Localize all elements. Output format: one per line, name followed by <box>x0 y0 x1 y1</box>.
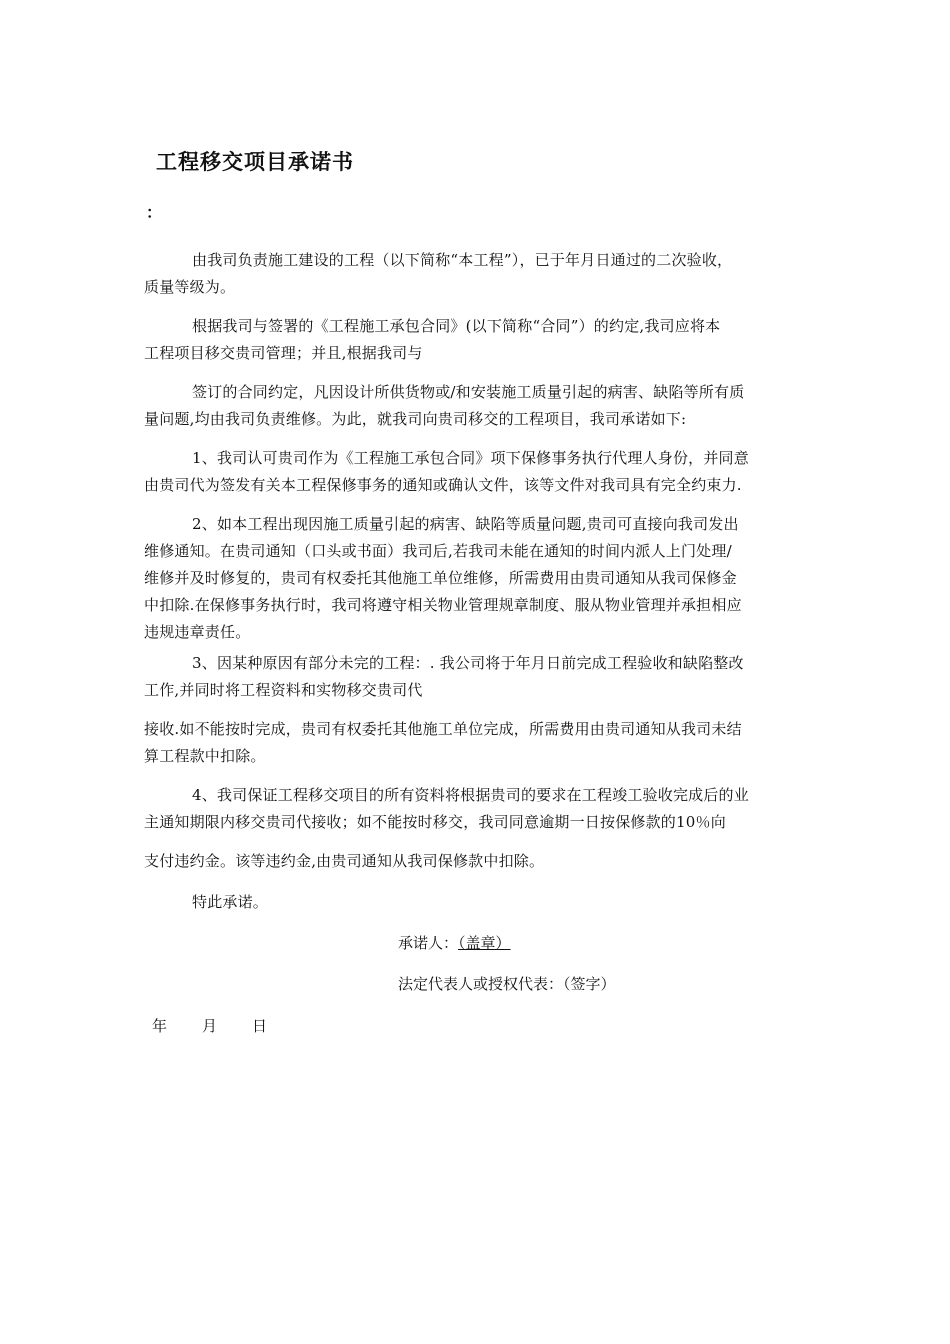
paragraph-closing <box>144 889 816 916</box>
representative-label: 法定代表人或授权代表： <box>398 975 564 993</box>
paragraph-line: 支付违约金。该等违约金,由贵司通知从我司保修款中扣除。 <box>144 852 545 870</box>
paragraph-commitment-3 <box>144 650 816 704</box>
paragraph-line: 量问题,均由我司负责维修。为此，就我司向贵司移交的工程项目，我司承诺如下: <box>144 410 687 428</box>
paragraph-commitment-1 <box>144 445 816 499</box>
paragraph-line: 特此承诺。 <box>192 893 269 911</box>
date-month: 月 <box>202 1017 218 1035</box>
representative-sign: （签字） <box>563 975 616 993</box>
document-title: 工程移交项目承诺书 <box>156 150 354 174</box>
paragraph-line: 工程项目移交贵司管理；并且,根据我司与 <box>144 344 423 362</box>
paragraph-line: 工作,并同时将工程资料和实物移交贵司代 <box>144 681 423 699</box>
addressee-colon: ： <box>146 203 163 222</box>
paragraph-commitment-2 <box>144 511 816 646</box>
paragraph-commitment-4-cont <box>144 848 816 875</box>
date-line <box>152 1015 267 1036</box>
paragraph-line: 维修并及时修复的，贵司有权委托其他施工单位维修，所需费用由贵司通知从我司保修金 <box>144 569 737 587</box>
paragraph-line: 签订的合同约定，凡因设计所供货物或/和安装施工质量引起的病害、缺陷等所有质 <box>192 383 745 401</box>
paragraph-line: 接收.如不能按时完成，贵司有权委托其他施工单位完成，所需费用由贵司通知从我司未结 <box>144 720 742 738</box>
paragraph-commitment-3-cont <box>144 716 816 770</box>
paragraph-line: 4、我司保证工程移交项目的所有资料将根据贵司的要求在工程竣工验收完成后的业 <box>192 786 749 804</box>
paragraph-commitment-4 <box>144 782 816 836</box>
representative-line <box>398 973 616 994</box>
paragraph-line: 主通知期限内移交贵司代接收；如不能按时移交，我司同意逾期一日按保修款的10％向 <box>144 813 726 831</box>
promisor-line <box>398 932 511 953</box>
paragraph-line: 2、如本工程出现因施工质量引起的病害、缺陷等质量问题,贵司可直接向我司发出 <box>192 515 739 533</box>
paragraph-line: 质量等级为。 <box>144 278 236 296</box>
paragraph-line: 由贵司代为签发有关本工程保修事务的通知或确认文件，该等文件对我司具有完全约束力. <box>144 476 742 494</box>
paragraph-line: 3、因某种原因有部分未完的工程：. 我公司将于年月日前完成工程验收和缺陷整改 <box>192 654 744 672</box>
date-day: 日 <box>252 1017 268 1035</box>
promisor-label: 承诺人： <box>398 934 459 952</box>
promisor-seal: （盖章） <box>458 934 511 952</box>
paragraph-line: 算工程款中扣除。 <box>144 747 266 765</box>
paragraph-line: 违规违章责任。 <box>144 623 251 641</box>
paragraph-line: 维修通知。在贵司通知（口头或书面）我司后,若我司未能在通知的时间内派人上门处理/ <box>144 542 732 560</box>
paragraph-line: 中扣除.在保修事务执行时，我司将遵守相关物业管理规章制度、服从物业管理并承担相应 <box>144 596 742 614</box>
paragraph-1 <box>144 247 816 301</box>
paragraph-line: 由我司负责施工建设的工程（以下简称“本工程”），已于年月日通过的二次验收， <box>192 251 733 269</box>
paragraph-3 <box>144 379 816 433</box>
paragraph-2 <box>144 313 816 367</box>
paragraph-line: 1、我司认可贵司作为《工程施工承包合同》项下保修事务执行代理人身份，并同意 <box>192 449 749 467</box>
paragraph-line: 根据我司与签署的《工程施工承包合同》(以下简称“合同”）的约定,我司应将本 <box>192 317 721 335</box>
date-year: 年 <box>152 1017 168 1035</box>
